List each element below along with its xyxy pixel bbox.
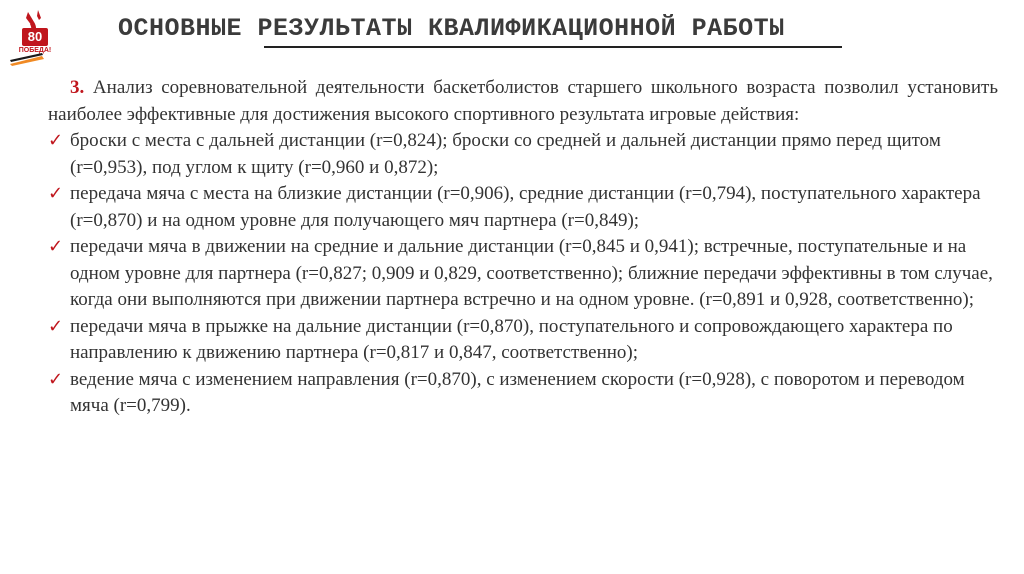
- list-item: [48, 181, 998, 234]
- results-list: [48, 128, 998, 420]
- intro-paragraph: [48, 75, 998, 128]
- checkmark-icon: ✓: [48, 130, 64, 151]
- checkmark-icon: ✓: [48, 183, 64, 204]
- checkmark-icon: ✓: [48, 236, 64, 257]
- list-item-text: ведение мяча с изменением направления (r=0,870), с изменением скорости (r=0,928), с поворотом и переводом мяча (r=0,799).: [70, 368, 965, 416]
- intro-text: Анализ соревновательной деятельности баскетболистов старшего школьного возраста позволил установить наиболее эффективные для достижения высокого спортивного результата игровые действия:: [48, 77, 998, 125]
- list-item: [48, 234, 998, 314]
- victory-logo-icon: [8, 8, 58, 66]
- list-item-text: передачи мяча в движении на средние и дальние дистанции (r=0,845 и 0,941); встречные, поступательные и на одном уровне для партнера (r=0,827; 0,909 и 0,829, соответственно); ближние передачи эффективны в том случае, когда они выполняются при движении партнера встречно и на одном уровне. (r=0,891 и 0,928, соответственно);: [70, 236, 993, 310]
- list-item: [48, 314, 998, 367]
- logo-word: ПОБЕДА!: [18, 47, 52, 54]
- list-item: [48, 128, 998, 181]
- victory-80-logo: [8, 8, 58, 66]
- title-underline: [264, 46, 842, 48]
- list-item-text: передача мяча с места на близкие дистанции (r=0,906), средние дистанции (r=0,794), поступательного характера (r=0,870) и на одном уровне для получающего мяч партнера (r=0,849);: [70, 183, 981, 231]
- list-item-text: передачи мяча в прыжке на дальние дистанции (r=0,870), поступательного и сопровождающего характера по направлению к движению партнера (r=0,817 и 0,847, соответственно);: [70, 315, 953, 363]
- results-content: [48, 75, 998, 420]
- intro-number: 3.: [70, 77, 85, 98]
- list-item-text: броски с места с дальней дистанции (r=0,824); броски со средней и дальней дистанции прямо перед щитом (r=0,953), под углом к щиту (r=0,960 и 0,872);: [70, 130, 941, 178]
- logo-number: 80: [27, 29, 43, 44]
- list-item: [48, 367, 998, 420]
- page-title: ОСНОВНЫЕ РЕЗУЛЬТАТЫ КВАЛИФИКАЦИОННОЙ РАБОТЫ: [118, 14, 785, 43]
- checkmark-icon: ✓: [48, 368, 64, 390]
- checkmark-icon: ✓: [48, 315, 64, 337]
